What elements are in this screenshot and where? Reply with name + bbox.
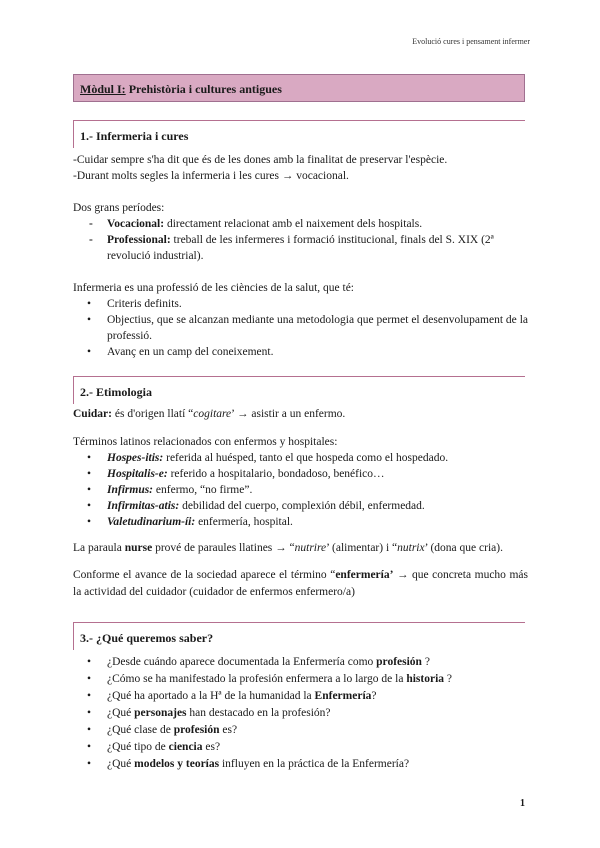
list-item: • Avanç en un camp del coneixement. <box>73 344 528 360</box>
latin-word: cogitare <box>193 408 232 420</box>
list-item <box>73 705 528 722</box>
list-item <box>73 654 528 671</box>
paragraph: -Durant molts segles la infermeria i les cures → vocacional. <box>73 170 349 182</box>
latin-word: nutrix <box>397 542 425 554</box>
list-item <box>73 756 528 773</box>
list-item <box>73 722 528 739</box>
paragraph: Términos latinos relacionados con enfermos y hospitales: <box>73 436 338 448</box>
term: Hospes-itis: <box>107 452 164 464</box>
list-item <box>73 688 528 705</box>
term: enfermería’ <box>335 569 394 581</box>
list-item <box>73 739 528 756</box>
text: ’ (alimentar) i “ <box>326 542 398 554</box>
page-number: 1 <box>520 798 525 809</box>
section-heading-3: 3.- ¿Qué queremos saber? <box>73 622 525 650</box>
keyword: profesión <box>173 724 220 736</box>
latin-word: nutrire <box>294 542 327 554</box>
text: ¿Cómo se ha manifestado la profesión enfermera a lo largo de la <box>107 673 407 685</box>
definition: directament relacionat amb el naixement dels hospitals. <box>164 218 423 230</box>
keyword: ciencia <box>168 741 203 753</box>
definition: enfermo, “no firme”. <box>153 484 253 496</box>
list-item: • Objectius, que se alcanzan mediante una metodologia que permet el desenvolupament de la professió. <box>73 312 528 344</box>
section-3-body <box>73 654 528 773</box>
periods-list <box>73 216 528 264</box>
term: Infirmitas-atis: <box>107 500 180 512</box>
section-heading-1: 1.- Infermeria i cures <box>73 120 525 148</box>
text: ¿Qué <box>107 758 135 770</box>
text: ? <box>421 656 430 668</box>
definition: enfermería, hospital. <box>195 516 293 528</box>
definition: treball de les infermeres i formació institucional, finals del S. XIX (2ª revolució industrial). <box>107 234 494 262</box>
section-heading-2: 2.- Etimologia <box>73 376 525 404</box>
keyword: personajes <box>134 707 187 719</box>
list-item <box>73 232 528 264</box>
paragraph: Dos grans períodes: <box>73 202 165 214</box>
text: es? <box>219 724 238 736</box>
text: → que concreta mucho más la actividad del cuidador (cuidador de enfermos enfermero/a) <box>73 569 528 598</box>
term: Valetudinarium-íi: <box>107 516 196 528</box>
definition: referida al huésped, tanto el que hospeda como el hospedado. <box>163 452 449 464</box>
list-item <box>73 466 528 482</box>
term: Cuidar: <box>73 408 112 420</box>
questions-list <box>73 654 528 773</box>
text: ’ → asistir a un enfermo. <box>231 408 346 420</box>
keyword: historia <box>406 673 445 685</box>
paragraph: Infermeria es una professió de les ciències de la salut, que té: <box>73 282 354 294</box>
module-title: Prehistòria i cultures antigues <box>128 82 282 96</box>
module-label: Mòdul I: <box>80 82 126 96</box>
term: Infirmus: <box>107 484 154 496</box>
keyword: Enfermería <box>314 690 372 702</box>
list-item <box>73 482 528 498</box>
text: han destacado en la profesión? <box>186 707 331 719</box>
text: és d'origen llatí “ <box>111 408 194 420</box>
text: ’ (dona que cria). <box>424 542 503 554</box>
text: ? <box>444 673 453 685</box>
section-1-body <box>73 152 528 360</box>
definition: debilidad del cuerpo, complexión débil, enfermedad. <box>179 500 425 512</box>
list-item <box>73 216 528 232</box>
list-item <box>73 498 528 514</box>
text: influyen en la práctica de la Enfermería? <box>219 758 410 770</box>
section-2-body <box>73 406 528 601</box>
list-item <box>73 450 528 466</box>
keyword: modelos y teorías <box>134 758 220 770</box>
definition: referido a hospitalario, bondadoso, benéfico… <box>167 468 385 480</box>
term: Vocacional: <box>107 218 165 230</box>
text: ¿Qué clase de <box>107 724 174 736</box>
text: La paraula <box>73 542 125 554</box>
list-item: • Criteris definits. <box>73 296 528 312</box>
text: ¿Qué ha aportado a la Hª de la humanidad la <box>107 690 315 702</box>
latin-terms-list <box>73 450 528 530</box>
text: Conforme el avance de la sociedad aparece el término “ <box>73 569 336 581</box>
running-header: Evolució cures i pensament infermer <box>412 37 530 46</box>
paragraph: -Cuidar sempre s'ha dit que és de les dones amb la finalitat de preservar l'espècie. <box>73 154 448 166</box>
text: ¿Qué tipo de <box>107 741 169 753</box>
term: Hospitalis-e: <box>107 468 168 480</box>
term: Professional: <box>107 234 171 246</box>
paragraph <box>73 406 528 422</box>
text: ¿Qué <box>107 707 135 719</box>
paragraph <box>73 567 528 601</box>
text: es? <box>202 741 221 753</box>
profession-list <box>73 296 528 360</box>
keyword: profesión <box>376 656 422 668</box>
text: ? <box>371 690 377 702</box>
text: prové de paraules llatines → “ <box>152 542 295 554</box>
paragraph <box>73 540 528 557</box>
term: nurse <box>124 542 153 554</box>
text: ¿Desde cuándo aparece documentada la Enfermería como <box>107 656 377 668</box>
list-item <box>73 671 528 688</box>
list-item <box>73 514 528 530</box>
module-title-box <box>73 74 525 102</box>
